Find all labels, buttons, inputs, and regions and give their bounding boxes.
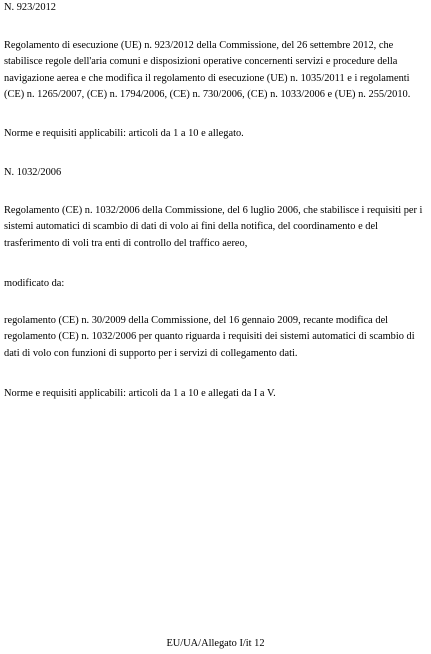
regulation-1032-2006-description: Regolamento (CE) n. 1032/2006 della Commissione, del 6 luglio 2006, che stabilisce i requisiti per i sistemi automatici di scambio di dati di volo ai fini della notifica, del coordinamento e del trasferimento di voli tra enti di controllo del traffico aereo,: [4, 205, 423, 249]
regulation-number-1032-2006: N. 1032/2006: [4, 167, 62, 178]
regulation-number-923-2012: N. 923/2012: [4, 2, 56, 13]
page-footer: EU/UA/Allegato I/it 12: [166, 638, 265, 649]
regulation-1032-2006-applicable-requirements: Norme e requisiti applicabili: articoli da 1 a 10 e allegati da I a V.: [4, 388, 276, 399]
regulation-923-2012-description: Regolamento di esecuzione (UE) n. 923/2012 della Commissione, del 26 settembre 2012, che stabilisce regole dell'aria comuni e disposizioni operative concernenti servizi e procedure della navigazione aerea e che modifica il regolamento di esecuzione (UE) n. 1035/2011 e i regolamenti (CE) n. 1265/2007, (CE) n. 1794/2006, (CE) n. 730/2006, (CE) n. 1033/2006 e (UE) n. 255/2010.: [4, 40, 411, 101]
amended-by-label: modificato da:: [4, 278, 65, 289]
regulation-923-2012-applicable-requirements: Norme e requisiti applicabili: articoli da 1 a 10 e allegato.: [4, 128, 244, 139]
amending-regulation-30-2009-description: regolamento (CE) n. 30/2009 della Commissione, del 16 gennaio 2009, recante modifica del regolamento (CE) n. 1032/2006 per quanto riguarda i requisiti dei sistemi automatici di scambio di dati di volo con funzioni di supporto per i servizi di collegamento dati.: [4, 315, 415, 359]
